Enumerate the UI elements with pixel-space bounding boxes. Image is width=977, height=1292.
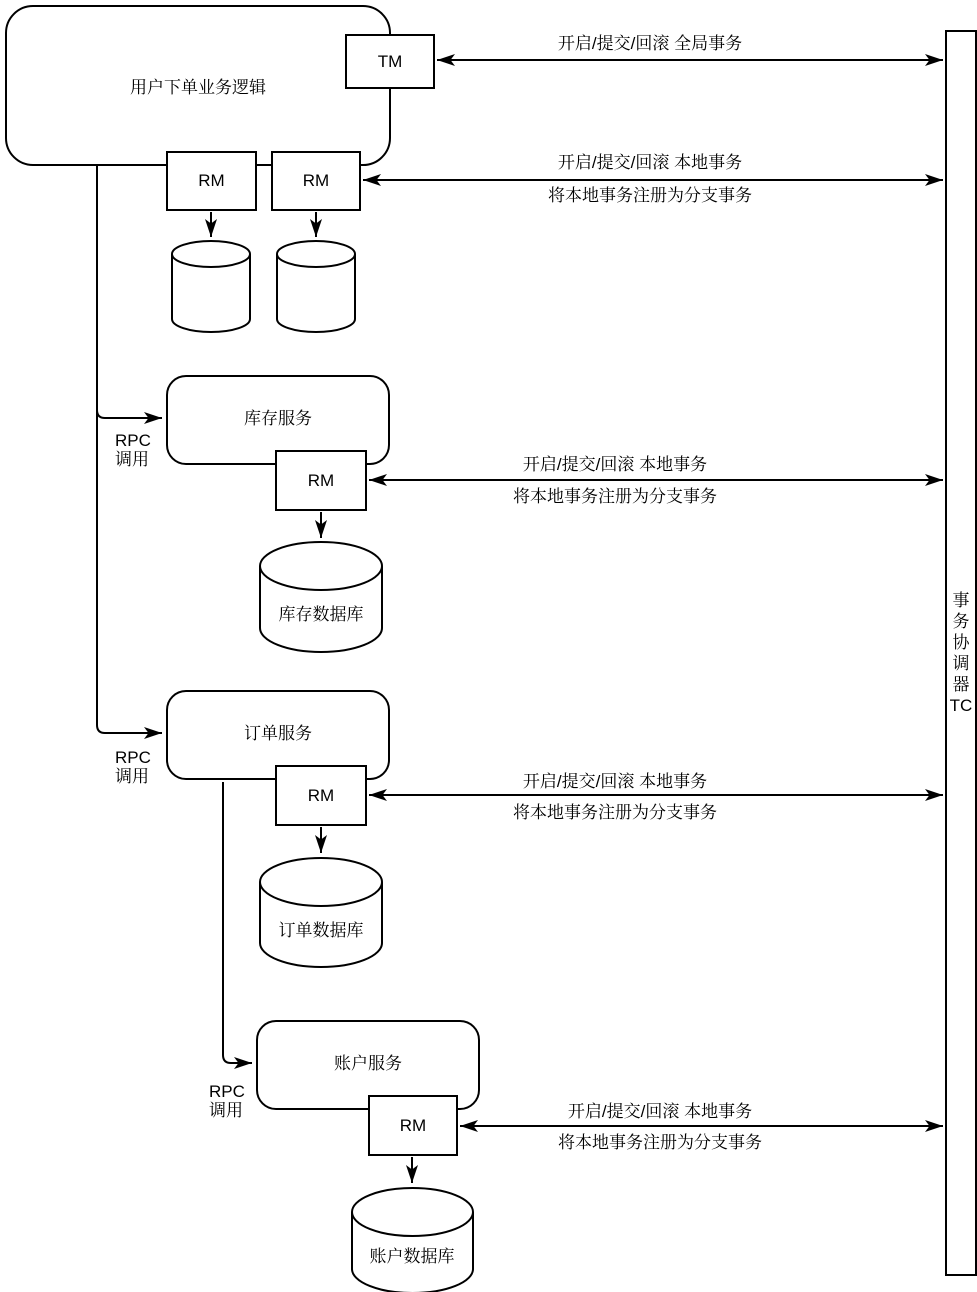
local-tx-arrow-label-line1: 开启/提交/回滚 本地事务 bbox=[522, 455, 708, 474]
local-tx-arrow-label-line1: 开启/提交/回滚 本地事务 bbox=[557, 153, 743, 172]
order-database-icon bbox=[260, 858, 382, 967]
inventory-rm-box bbox=[275, 450, 367, 511]
database-icon-small-2 bbox=[277, 241, 355, 332]
local-tx-arrow-label-line1: 开启/提交/回滚 本地事务 bbox=[522, 772, 708, 791]
order-service-label: 订单服务 bbox=[244, 723, 312, 743]
rm-label: RM bbox=[307, 470, 335, 490]
rpc-label-line2: 调用 bbox=[115, 450, 149, 469]
rm-box-2 bbox=[271, 151, 361, 211]
tc-label-char: TC bbox=[949, 696, 973, 715]
rm-label: RM bbox=[307, 785, 335, 805]
inventory-database-label: 库存数据库 bbox=[278, 605, 364, 624]
database-icon-small-1 bbox=[172, 241, 250, 332]
rm-label: RM bbox=[302, 171, 330, 190]
tc-label-char: 调 bbox=[952, 654, 970, 673]
tc-label-char: 器 bbox=[952, 675, 970, 694]
rm-to-db-arrows bbox=[211, 212, 412, 1183]
account-database-label: 账户数据库 bbox=[369, 1247, 455, 1266]
rpc-call-label bbox=[115, 431, 151, 469]
tm-box bbox=[345, 34, 435, 89]
rm-box-1 bbox=[166, 151, 257, 211]
tc-label-char: 务 bbox=[952, 612, 970, 631]
tc-label-char: 事 bbox=[952, 591, 970, 610]
rpc-label-line2: 调用 bbox=[209, 1101, 243, 1120]
local-tx-arrow-label-line2: 将本地事务注册为分支事务 bbox=[513, 487, 717, 506]
rpc-label-line1: RPC bbox=[115, 431, 151, 450]
order-rm-box bbox=[275, 765, 367, 826]
local-tx-arrow-label-line2: 将本地事务注册为分支事务 bbox=[548, 186, 752, 205]
account-database-icon bbox=[352, 1188, 473, 1292]
account-service-label: 账户服务 bbox=[334, 1053, 402, 1073]
order-database-label: 订单数据库 bbox=[278, 921, 364, 940]
local-tx-arrow-label-line2: 将本地事务注册为分支事务 bbox=[558, 1133, 762, 1152]
rpc-label-line1: RPC bbox=[115, 748, 151, 767]
rpc-label-line1: RPC bbox=[209, 1082, 245, 1101]
tm-label: TM bbox=[377, 51, 403, 71]
user-order-logic-label: 用户下单业务逻辑 bbox=[130, 78, 266, 97]
rm-label: RM bbox=[198, 171, 225, 190]
inventory-database-icon bbox=[260, 542, 382, 652]
rpc-call-label bbox=[115, 748, 151, 786]
local-tx-arrow-label-line1: 开启/提交/回滚 本地事务 bbox=[567, 1102, 753, 1121]
rpc-call-label bbox=[209, 1082, 245, 1120]
tc-label-char: 协 bbox=[952, 633, 970, 652]
global-tx-arrow-label: 开启/提交/回滚 全局事务 bbox=[557, 34, 743, 53]
inventory-service-label: 库存服务 bbox=[244, 408, 312, 428]
rm-label: RM bbox=[399, 1115, 427, 1135]
rpc-label-line2: 调用 bbox=[115, 767, 149, 786]
local-tx-arrow-label-line2: 将本地事务注册为分支事务 bbox=[513, 803, 717, 822]
account-rm-box bbox=[368, 1095, 458, 1156]
rpc-call-line-order-to-account bbox=[223, 782, 252, 1063]
